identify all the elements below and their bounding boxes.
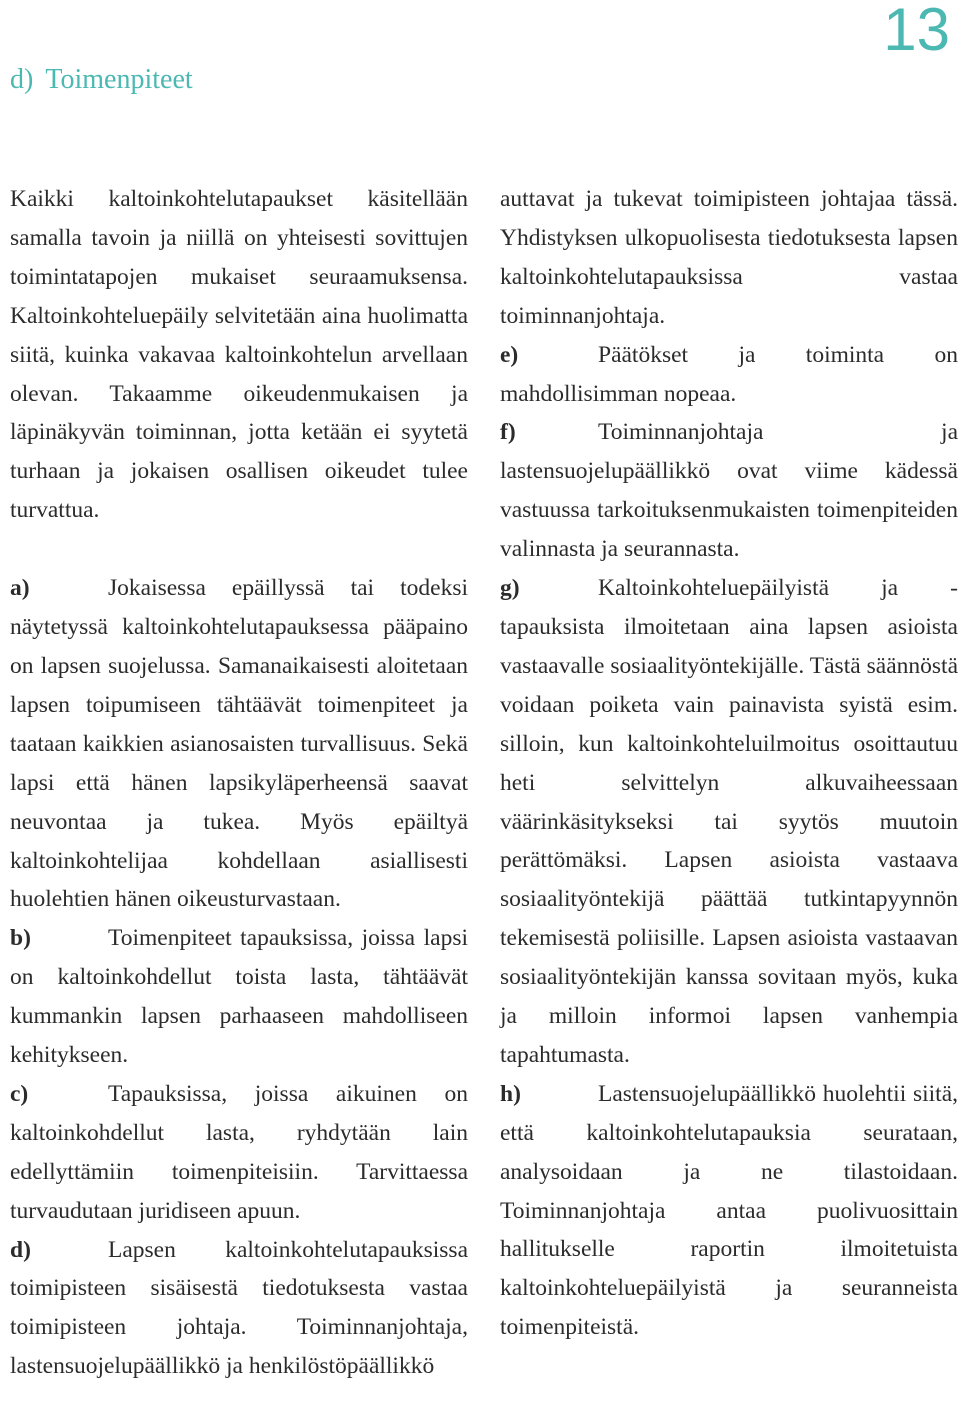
item-text: Lapsen kaltoinkohtelutapauksissa toimipisteen sisäisestä tiedotuksesta vastaa toimipisteen johtaja. Toiminnanjohtaja, lastensuojelupäällikkö ja henkilöstöpäällikkö (10, 1236, 468, 1380)
item-label: g) (500, 575, 520, 602)
item-label: b) (10, 925, 31, 952)
item-text: Lastensuojelupäällikkö huolehtii siitä, että kaltoinkohtelutapauksia seurataan, analysoidaan ja ne tilastoidaan. Toiminnanjohtaja antaa puolivuosittain hallitukselle raportin ilmoitetuista kaltoinkohteluepäilyistä ja seuranneista toimenpiteistä. (500, 1080, 958, 1341)
item-text: Jokaisessa epäillyssä tai todeksi näytetyssä kaltoinkohtelutapauksessa pääpaino on lapsen suojelussa. Samanaikaisesti aloitetaan lapsen toipumiseen tähtäävät toimenpiteet ja taataan kaikkien asianosaisten turvallisuus. Sekä lapsi että hänen lapsikyläperheensä saavat neuvontaa ja tukea. Myös epäiltyä kaltoinkohtelijaa kohdellaan asiallisesti huolehtien hänen oikeusturvastaan. (10, 575, 468, 913)
item-label: a) (10, 575, 30, 602)
continuation-paragraph: auttavat ja tukevat toimipisteen johtajaa tässä. Yhdistyksen ulkopuolisesta tiedotuksesta lapsen kaltoinkohtelutapauksissa vastaa toiminnanjohtaja. (500, 186, 958, 329)
item-text: Toiminnanjohtaja ja lastensuojelupäällikkö ovat viime kädessä vastuussa tarkoituksenmukaisten toimenpiteiden valinnasta ja seurannasta. (500, 419, 958, 563)
item-text: Kaltoinkohteluepäilyistä ja -tapauksista ilmoitetaan aina lapsen asioista vastaavalle sosiaalityöntekijälle. Tästä säännöstä voidaan poiketa vain painavista syistä esim. silloin, kun kaltoinkohteluilmoitus osoittautuu heti selvittelyn alkuvaiheessaan väärinkäsitykseksi tai syytös muutoin perättömäksi. Lapsen asioista vastaava sosiaalityöntekijä päättää tutkintapyynnön tekemisestä poliisille. Lapsen asioista vastaavan sosiaalityöntekijän kanssa sovitaan myös, kuka ja milloin informoi lapsen vanhempia tapahtumasta. (500, 575, 958, 1068)
list-item-e (500, 336, 958, 414)
right-column (500, 180, 958, 1347)
list-item-a (10, 569, 468, 919)
item-label: c) (10, 1080, 29, 1107)
item-text: Päätökset ja toiminta on mahdollisimman nopeaa. (500, 341, 958, 407)
intro-paragraph: Kaikki kaltoinkohtelutapaukset käsitellään samalla tavoin ja niillä on yhteisesti sovittujen toimintatapojen mukaiset seuraamuksensa. Kaltoinkohteluepäily selvitetään aina huolimatta siitä, kuinka vakavaa kaltoinkohtelun arvellaan olevan. Takaamme oikeudenmukaisen ja läpinäkyvän toiminnan, jotta ketään ei syytetä turhaan ja jokaisen osallisen oikeudet tulee turvattua. (10, 186, 468, 524)
item-label: d) (10, 1236, 31, 1263)
item-label: f) (500, 419, 516, 446)
list-item-c (10, 1075, 468, 1231)
list-item-g (500, 569, 958, 1075)
list-item-h (500, 1075, 958, 1347)
page-number: 13 (883, 0, 950, 63)
section-heading (10, 62, 193, 98)
item-label: e) (500, 341, 519, 368)
list-item-d (10, 1231, 468, 1387)
item-text: Tapauksissa, joissa aikuinen on kaltoinkohdellut lasta, ryhdytään lain edellyttämiin toimenpiteisiin. Tarvittaessa turvaudutaan juridiseen apuun. (10, 1080, 468, 1224)
list-item-b (10, 919, 468, 1075)
item-text: Toimenpiteet tapauksissa, joissa lapsi on kaltoinkohdellut toista lasta, tähtäävät kummankin lapsen parhaaseen mahdolliseen kehitykseen. (10, 925, 468, 1069)
left-column (10, 180, 468, 1386)
section-letter: d) (10, 64, 34, 95)
item-label: h) (500, 1080, 521, 1107)
section-title: Toimenpiteet (45, 64, 193, 95)
list-item-f (500, 413, 958, 569)
